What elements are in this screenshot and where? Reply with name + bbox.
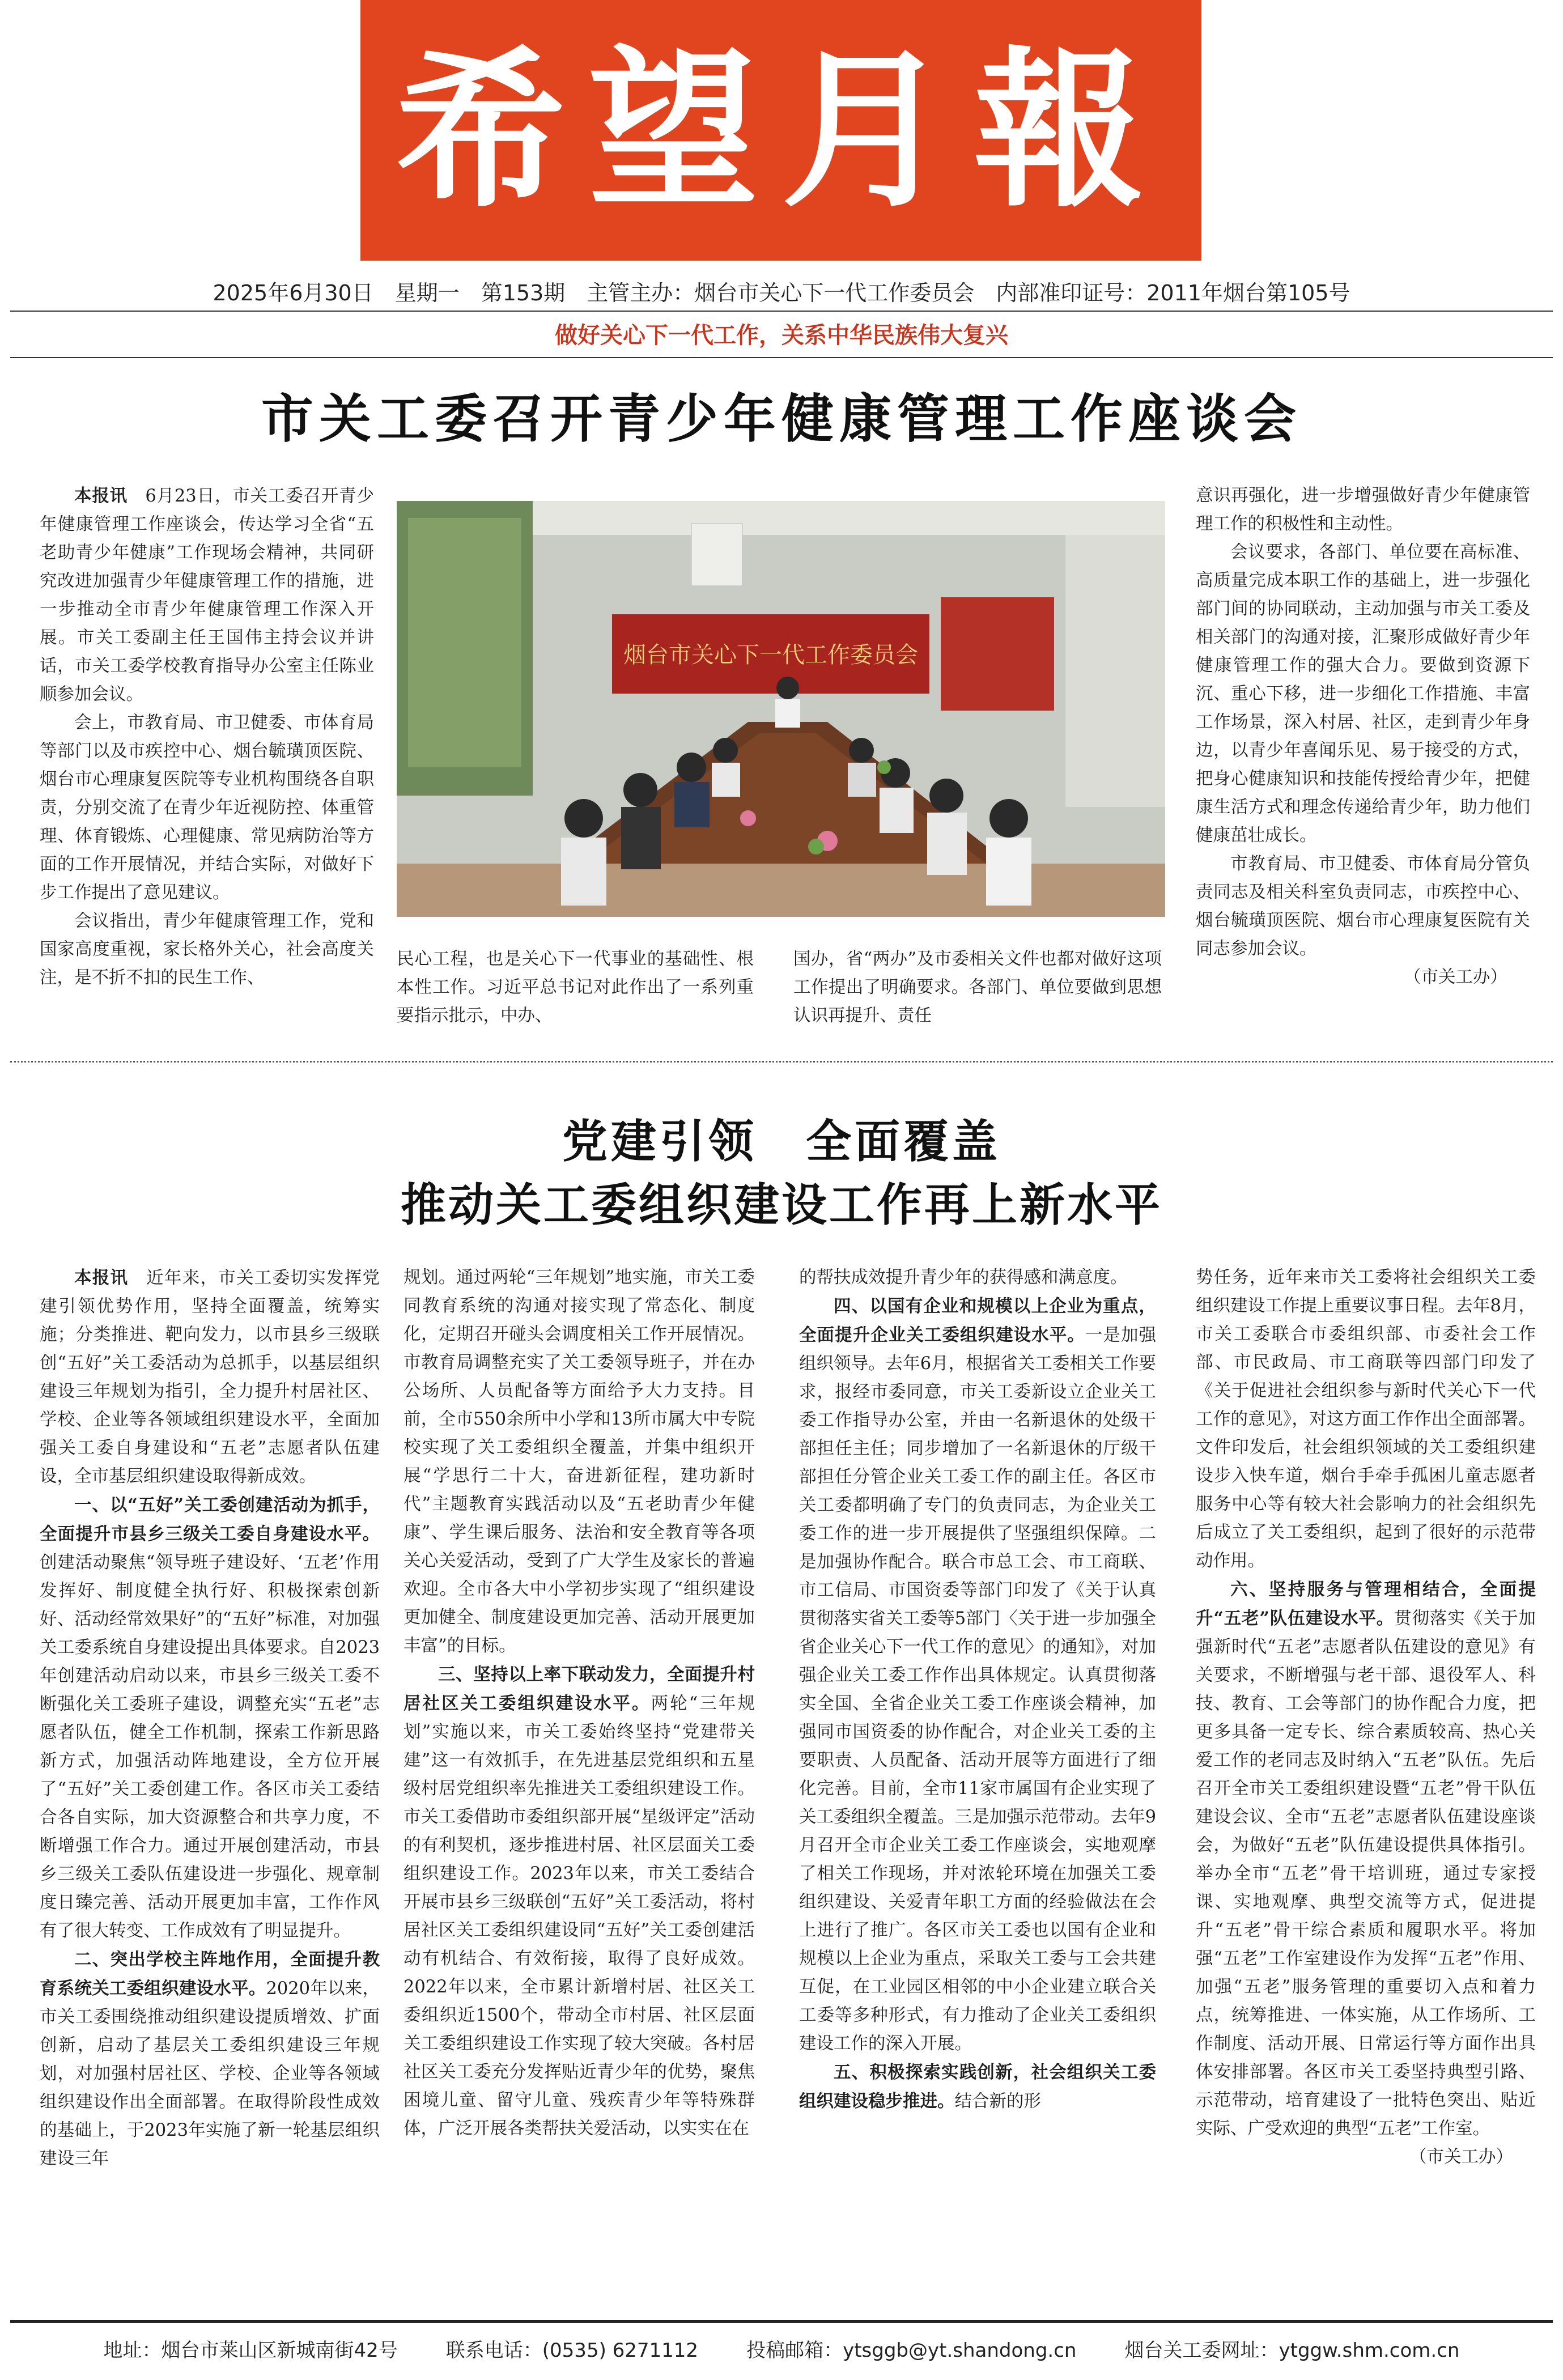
newspaper-title: 希望月報	[396, 30, 1166, 230]
footer-address: 地址：烟台市莱山区新城南街42号	[103, 2339, 398, 2362]
section-title: 四、以国有企业和规模以上企业为重点，全面提升企业关工委组织建设水平。	[799, 1296, 1156, 1345]
footer-phone: 联系电话：(0535) 6271112	[445, 2339, 699, 2362]
article2-headline-line1: 党建引领 全面覆盖	[562, 1115, 1001, 1168]
meeting-photo-illustration	[397, 501, 1165, 917]
meeting-banner-text: 烟台市关心下一代工作委员会	[623, 642, 918, 668]
article2-para: 一是加强组织领导。去年6月，根据省关工委相关工作要求，报经市委同意，市关工委新设立企业关工委工作指导办公室，并由一名新退休的处级干部担任主任；同步增加了一名新退休的厅级干部担任分管企业关工委工作的副主任。各区市关工委都明确了专门的负责同志，为企业关工委工作的进一步开展提供了坚强组织保障。二是加强协作配合。联合市总工会、市工商联、市工信局、市国资委等部门印发了《关于认真贯彻落实省关工委等5部门〈关于进一步加强全省企业关心下一代工作的意见〉的通知》，对加强企业关工委工作作出具体规定。认真贯彻落实全国、全省企业关工委工作座谈会精神，加强同市国资委的协作配合，对企业关工委的主要职责、人员配备、活动开展等方面进行了细化完善。目前，全市11家市属国有企业实现了关工委组织全覆盖。三是加强示范带动。去年9月召开全市企业关工委工作座谈会，实地观摩了相关工作现场，并对浓轮环境在加强关工委组织建设、关爱青年职工方面的经验做法在会上进行了推广。各区市关工委也以国有企业和规模以上企业为重点，采取关工委与工会共建互促，在工业园区相邻的中小企业建立联合关工委等多种形式，有力推动了企业关工委组织建设工作的深入开展。	[799, 1325, 1157, 2054]
article1-para: 6月23日，市关工委召开青少年健康管理工作座谈会，传达学习全省“五老助青少年健康”工作现场会精神，共同研究改进加强青少年健康管理工作的措施，进一步推动全市青少年健康管理工作深入开展。市关工委副主任王国伟主持会议并讲话，市关工委学校教育指导办公室主任陈业顺参加会议。	[40, 486, 375, 704]
article1-para: 国办，省“两办”及市委相关文件也都对做好这项工作提出了明确要求。各部门、单位要做到思想认识再提升、责任	[793, 949, 1162, 1026]
article1-col1	[40, 482, 374, 992]
article2-para: 两轮“三年规划”实施以来，市关工委始终坚持“党建带关建”这一有效抓手，在先进基层党组织和五星级村居党组织率先推进关工委组织建设工作。市关工委借助市委组织部开展“星级评定”活动的有利契机，逐步推进村居、社区层面关工委组织建设工作。2023年以来，市关工委结合开展市县乡三级联创“五好”关工委活动，将村居社区关工委组织建设同“五好”关工委创建活动有机结合、有效衔接，取得了良好成效。2022年以来，全市累计新增村居、社区关工委组织近1500个，带动全市村居、社区层面关工委组织建设工作实现了较大突破。各村居社区关工委充分发挥贴近青少年的优势，聚焦困境儿童、留守儿童、残疾青少年等特殊群体，广泛开展各类帮扶关爱活动，以实实在在	[404, 1694, 755, 2139]
section-title: 五、积极探索实践创新，社会组织关工委组织建设稳步推进。	[799, 2062, 1156, 2111]
article1-para: 民心工程，也是关心下一代事业的基础性、根本性工作。习近平总书记对此作出了一系列重要指示批示，中办、	[397, 949, 754, 1026]
article1-para: 意识再强化，进一步增强做好青少年健康管理工作的积极性和主动性。	[1196, 486, 1530, 534]
article2-signoff: （市关工办）	[1409, 2147, 1513, 2167]
article2-para: 的帮扶成效提升青少年的获得感和满意度。	[799, 1268, 1128, 1287]
issue-line: 2025年6月30日 星期一 第153期 主管主办：烟台市关心下一代工作委员会 内部准印证号：2011年烟台第105号	[213, 280, 1350, 305]
divider	[10, 357, 1553, 358]
article2-col3	[799, 1264, 1156, 2116]
section-title: 一、以“五好”关工委创建活动为抓手，全面提升市县乡三级关工委自身建设水平。	[40, 1495, 380, 1544]
footer	[0, 2335, 1563, 2362]
article1-col2	[397, 945, 754, 1030]
section-title: 六、坚持服务与管理相结合，全面提升“五老”队伍建设水平。	[1196, 1579, 1536, 1629]
masthead	[360, 0, 1201, 261]
article2-col2	[404, 1264, 755, 2143]
article2-headline-line2: 推动关工委组织建设工作再上新水平	[401, 1178, 1162, 1231]
article2-lead: 本报讯	[74, 1268, 129, 1288]
article1-lead: 本报讯	[74, 486, 128, 506]
footer-divider	[10, 2320, 1553, 2323]
article2-para: 结合新的形	[954, 2092, 1041, 2111]
article1-para: 市教育局、市卫健委、市体育局分管负责同志及相关科室负责同志，市疾控中心、烟台毓璜顶医院、烟台市心理康复医院有关同志参加会议。	[1196, 854, 1530, 959]
article2-para: 近年来，市关工委切实发挥党建引领优势作用，坚持全面覆盖，统筹实施；分类推进、靶向发力，以市县乡三级联创“五好”关工委活动为总抓手，以基层组织建设三年规划为指引，全力提升村居社区、学校、企业等各领域组织建设水平，全面加强关工委自身建设和“五老”志愿者队伍建设，全市基层组织建设取得新成效。	[40, 1268, 380, 1486]
article2-col1	[40, 1264, 380, 2173]
article2-para: 势任务，近年来市关工委将社会组织关工委组织建设工作提上重要议事日程。去年8月，市关工委联合市委组织部、市委社会工作部、市民政局、市工商联等四部门印发了《关于促进社会组织参与新时代关心下一代工作的意见》，对这方面工作作出全面部署。文件印发后，社会组织领域的关工委组织建设步入快车道，烟台手牵手孤困儿童志愿者服务中心等有较大社会影响力的社会组织先后成立了关工委组织，起到了很好的示范带动作用。	[1196, 1268, 1536, 1571]
article2-para: 规划。通过两轮“三年规划”地实施，市关工委同教育系统的沟通对接实现了常态化、制度化，定期召开碰头会调度相关工作开展情况。市教育局调整充实了关工委领导班子，并在办公场所、人员配备等方面给予大力支持。目前，全市550余所中小学和13所市属大中专院校实现了关工委组织全覆盖，并集中组织开展“学思行二十大，奋进新征程，建功新时代”主题教育实践活动以及“五老助青少年健康”、学生课后服务、法治和安全教育等各项关心关爱活动，受到了广大学生及家长的普遍欢迎。全市各大中小学初步实现了“组织建设更加健全、制度建设更加完善、活动开展更加丰富”的目标。	[404, 1268, 755, 1656]
article1-col4	[1196, 482, 1530, 992]
slogan: 做好关心下一代工作，关系中华民族伟大复兴	[555, 322, 1008, 348]
divider	[10, 311, 1553, 312]
article1-col3	[793, 945, 1162, 1030]
article1-signoff: （市关工办）	[1404, 967, 1507, 987]
article2-para: 2020年以来，市关工委围绕推动组织建设提质增效、扩面创新，启动了基层关工委组织建设三年规划，对加强村居社区、学校、企业等各领域组织建设作出全面部署。在取得阶段性成效的基础上，于2023年实施了新一轮基层组织建设三年	[40, 1979, 380, 2169]
article2-para: 贯彻落实《关于加强新时代“五老”志愿者队伍建设的意见》有关要求，不断增强与老干部、退役军人、科技、教育、工会等部门的协作配合力度，把更多具备一定专长、综合素质较高、热心关爱工作的老同志及时纳入“五老”队伍。先后召开全市关工委组织建设暨“五老”骨干队伍建设会议、全市“五老”志愿者队伍建设座谈会，为做好“五老”队伍建设提供具体指引。举办全市“五老”骨干培训班，通过专家授课、实地观摩、典型交流等方式，促进提升“五老”骨干综合素质和履职水平。将加强“五老”工作室建设作为发挥“五老”作用、加强“五老”服务管理的重要切入点和着力点，统筹推进、一体实施，从工作场所、工作制度、活动开展、日常运行等方面作出具体安排部署。各区市关工委坚持典型引路、示范带动，培育建设了一批特色突出、贴近实际、广受欢迎的典型“五老”工作室。	[1196, 1609, 1536, 2139]
article1-para: 会议指出，青少年健康管理工作，党和国家高度重视，家长格外关心，社会高度关注，是不折不扣的民生工作、	[40, 911, 374, 988]
footer-email: 投稿邮箱：ytsggb@yt.shandong.cn	[746, 2339, 1077, 2362]
article1-para: 会上，市教育局、市卫健委、市体育局等部门以及市疾控中心、烟台毓璜顶医院、烟台市心理康复医院等专业机构围绕各自职责，分别交流了在青少年近视防控、体重管理、体育锻炼、心理健康、常见病防治等方面的工作开展情况，并结合实际，对做好下步工作提出了意见建议。	[40, 713, 374, 903]
footer-website: 烟台关工委网址：ytggw.shm.com.cn	[1124, 2339, 1460, 2362]
meeting-photo	[397, 501, 1165, 917]
article2-col4	[1196, 1264, 1536, 2171]
section-title: 二、突出学校主阵地作用，全面提升教育系统关工委组织建设水平。	[40, 1949, 380, 1999]
divider	[10, 1061, 1553, 1062]
section-title: 三、坚持以上率下联动发力，全面提升村居社区关工委组织建设水平。	[404, 1664, 755, 1714]
article1-headline: 市关工委召开青少年健康管理工作座谈会	[261, 388, 1302, 449]
article2-para: 创建活动聚焦“领导班子建设好、‘五老’作用发挥好、制度健全执行好、积极探索创新好、活动经常效果好”的“五好”标准，对加强关工委系统自身建设提出具体要求。自2023年创建活动启动以来，市县乡三级关工委不断强化关工委班子建设，调整充实“五老”志愿者队伍，健全工作机制，探索工作新思路新方式，加强活动阵地建设，全方位开展了“五好”关工委创建工作。各区市关工委结合各自实际，加大资源整合和共享力度，不断增强工作合力。通过开展创建活动，市县乡三级关工委队伍建设进一步强化、规章制度日臻完善、活动开展更加丰富，工作作风有了很大转变、工作成效有了明显提升。	[40, 1553, 380, 1941]
article1-para: 会议要求，各部门、单位要在高标准、高质量完成本职工作的基础上，进一步强化部门间的协同联动，主动加强与市关工委及相关部门的沟通对接，汇聚形成做好青少年健康管理工作的强大合力。要做到资源下沉、重心下移，进一步细化工作措施、丰富工作场景，深入村居、社区，走到青少年身边，以青少年喜闻乐见、易于接受的方式，把身心健康知识和技能传授给青少年，把健康生活方式和理念传递给青少年，助力他们健康茁壮成长。	[1196, 542, 1530, 845]
